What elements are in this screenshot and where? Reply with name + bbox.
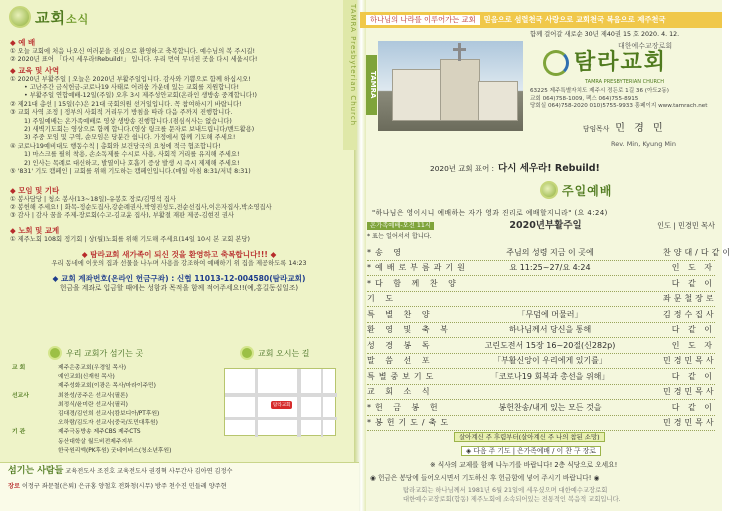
church-contact (530, 88, 707, 111)
order-content: 「부활신앙이 우리에게 있기를」 (493, 356, 607, 366)
worship-order-row (367, 307, 715, 323)
elders-label: 장로 (8, 483, 20, 490)
motto-text: 다시 세우라! Rebuild! (498, 163, 600, 174)
tamra-tab: TAMRA (366, 55, 377, 115)
worship-logo-icon (540, 181, 558, 199)
order-content: 요 11:25~27/요 4:24 (509, 263, 591, 273)
order-item: *예배로부름과기원 (367, 263, 469, 273)
pastor-info (583, 125, 666, 133)
support-category (10, 373, 36, 382)
order-content: 「무덤에 머물러」 (517, 309, 583, 319)
bank-account-note: 헌금을 계좌로 입금할 때에는 성함과 목적을 함께 적어주세요!!(예,홍길동십일조) (59, 284, 299, 292)
order-leader: 인 도 자 (671, 263, 715, 273)
staff-names: 교육전도사 조진호 교육전도사 권경혁 사무간사 김아연 김정수 (65, 468, 233, 475)
order-leader: 좌문철장로 (663, 294, 717, 304)
worship-order-row (367, 245, 733, 261)
worship-order-row (367, 323, 715, 339)
cross-bar (453, 48, 466, 51)
support-category: 선교사 (12, 392, 29, 399)
support-title: 우리 교회가 섬기는 곳 (48, 346, 143, 360)
order-leader: 다 같 이 (671, 278, 715, 288)
history-line: 대한예수교장로회(합동) 제주노회에 소속되어있는 전통적인 복음적 교회입니다. (403, 496, 621, 503)
order-leader: 민경민목사 (663, 387, 717, 397)
order-item: 특 별 찬 양 (367, 309, 434, 319)
service-time-tag: 온가족예배-오전 11시 (367, 222, 434, 230)
order-content: 「코로나19 회복과 총선을 위해」 (490, 371, 610, 381)
church-logo-icon (9, 6, 31, 28)
worship-order-row (367, 369, 715, 385)
scripture-verse: "하나님은 영이시니 예배하는 자가 영과 진리로 예배할지니라" (요 4:24) (372, 209, 608, 217)
service-preacher: 인도 | 민경민 목사 (657, 220, 715, 230)
worship-block (10, 38, 257, 64)
support-row (10, 438, 173, 447)
presbytery-heading: ◆ 노회 및 교계 (10, 226, 60, 235)
education-line: 1) 마스크를 필히 착용, 손소독제를 수시로 사용, 사회적 거리를 유지해 주세요! (24, 151, 240, 159)
rise-note: * 표는 일어서서 합니다. (367, 233, 432, 240)
bank-account-number: ◆ 교회 계좌번호(온라인 헌금구좌) : 신협 11013-12-004580(탐라교회) (52, 274, 306, 283)
support-names: 김대경/김인희 선교사(캄보디아/PT후원) (58, 411, 160, 418)
church-english-name: TAMRA PRESBYTERIAN CHURCH (585, 79, 665, 85)
support-category (10, 447, 36, 456)
order-item: *봉헌기도/축도 (367, 418, 453, 428)
map-road (321, 369, 323, 437)
support-row (10, 428, 173, 437)
meetings-block (10, 186, 272, 221)
church-emblem-icon (543, 50, 569, 76)
church-tel2: 당회실 064)758-2020 010)5755-9933 흥페이지 www.tamrach.net (530, 103, 708, 110)
church-news-header (9, 6, 89, 28)
support-category (10, 410, 36, 419)
support-category (10, 419, 36, 428)
education-line: ⑤ '831' 기도 캠페인 | 교회를 위해 기도하는 캠페인입니다.(매일 아침 8:31/저녁 8:31) (10, 167, 251, 175)
support-category (10, 401, 36, 410)
order-item: 환 영 및 축 복 (367, 325, 452, 335)
support-row (10, 364, 173, 373)
education-line: ① 2020년 부활주일 | 오늘은 2020년 부활주일입니다. 감사와 기쁨으로 함께 하십시오! (10, 75, 251, 83)
order-leader: 민경민목사 (663, 418, 717, 428)
worship-line: ① 오늘 교회에 처음 나오신 여러분을 진심으로 환영하고 축복합니다. 예수님의 복 주시길! (10, 47, 256, 55)
education-line: ② 제21대 총선 | 15일(수)은 21대 국회의원 선거일입니다. 꼭 참여하시기 바랍니다! (10, 100, 242, 108)
map-pin-label: 탐라교회 (273, 403, 291, 408)
support-row (10, 419, 173, 428)
order-leader: 찬양대/다같이 (663, 247, 733, 257)
after-note: 살아계신 주 후렴부터(살아계신 주 나의 참된 소망) (454, 432, 605, 442)
church-building (392, 69, 446, 121)
order-content: 봉헌찬송/내게 있는 모든 것을 (498, 402, 602, 412)
order-item: 교 회 소 식 (367, 387, 434, 397)
church-name: 탐라교회 (574, 50, 668, 75)
worship-order-row (367, 385, 715, 401)
support-row (10, 447, 173, 456)
worship-line: ② 2020년 표어 「다시 세우라!Rebuild!」 입니다. 우리 먼여 무너진 곳을 다시 세웁시다! (10, 55, 258, 63)
bulletin-topbar (360, 12, 722, 28)
new-family-verse: 우리 동네에 이웃의 집과 선물을 나누며 사용을 강조하여 예배하기 위 집을 제공하도록 14:23 (51, 260, 307, 267)
support-category: 기 관 (12, 429, 26, 436)
support-names: 동산대학살 월드비전제주지부 (58, 438, 133, 445)
support-category: 교 회 (12, 365, 26, 371)
order-leader: 인 도 자 (671, 340, 715, 350)
service-info-row (367, 220, 715, 232)
sunday-worship-header (540, 181, 612, 199)
order-content: 하나님께서 당신을 통해 (508, 325, 592, 335)
pastor-label: 담임목사 (583, 125, 610, 133)
new-family-block (10, 250, 348, 268)
meetings-line: ① 봉사담당 | 청소 봉사(13~18일)-유봉호 장로/김명석 집사 (10, 195, 176, 203)
support-row (10, 392, 173, 401)
support-names: 한국원리엑(PK후원) 굿네이버스(청소년후원) (58, 447, 172, 454)
order-leader: 다 같 이 (671, 371, 715, 381)
worship-order-row (367, 400, 715, 416)
support-category (10, 382, 36, 391)
education-line: 3) 주중 모임 및 구역, 순모임은 당분간 쉽니다. 가정에서 함께 기도해 주세요! (24, 134, 236, 142)
support-table (10, 364, 173, 456)
section-title: 교회소식 (35, 8, 90, 27)
map-section-icon (240, 346, 254, 360)
church-location-map (224, 368, 336, 436)
church-tel: 교회 064)758-1009, 팩스 064)755-8915 (530, 95, 639, 102)
church-logo (543, 50, 667, 76)
education-line: 2) 인사는 목례로 대신하고, 발열이나 호흡기 증상 발생 시 즉시 제제해 주세요! (24, 159, 240, 167)
topbar-slogan: 하나님의 나라를 이루어가는 교회 (366, 15, 480, 25)
support-names: 제주은총교회(우경일 목사) (58, 365, 126, 371)
worship-order-row (367, 276, 715, 292)
order-leader: 김정수집사 (663, 309, 717, 319)
map-title: 교회 오시는 길 (240, 346, 309, 360)
church-denomination: 대한예수교장로회 (618, 42, 673, 50)
order-item: 특별중보기도 (367, 371, 438, 381)
education-line: ③ 교회 사역 조정 | 정부의 사회적 거리두기 방침을 따라 다음 주까지 진행합니다. (10, 109, 233, 117)
church-photo (378, 41, 523, 131)
map-road (255, 369, 258, 437)
education-heading: ◆ 교육 및 사역 (10, 66, 60, 75)
meal-notice: ※ 식사의 교제를 함께 나누기를 바랍니다! 2층 식당으로 오세요! (430, 461, 618, 469)
church-address: 63225 제주특별자치도 제주시 정든로 1길 36 (아도2동) (530, 88, 669, 94)
bank-account-block (10, 274, 348, 292)
order-item: 기 도 (367, 294, 397, 304)
sunday-worship-title: 주일예배 (562, 183, 613, 198)
meetings-line: ③ 감사 | 감사 꿈을 주제-장로회(수고-김교윤 집사), 부활절 재판 제공-김현진 권사 (10, 212, 234, 220)
education-line: 1) 주일예배는 온가족예배로 영상 생방송 진행합니다.(점심식사는 없습니다) (24, 117, 232, 125)
support-row (10, 410, 173, 419)
church-tower (440, 59, 480, 121)
education-block (10, 66, 257, 176)
church-annex (478, 81, 518, 121)
offering-notice: ◉ 헌금은 봉당에 들어오시면서 기도하신 후 헌금함에 넣어 주시기 바랍니다! ◉ (370, 474, 600, 482)
map-road (297, 369, 301, 437)
support-row (10, 382, 173, 391)
volume-info: 함께 걸어갈 새로순 30년 제40권 15 호 2020. 4. 12. (530, 31, 680, 38)
education-line: • 고난주간 금식헌금-코로나19 사태로 어려움 가운데 있는 교회를 지원합니다! (24, 83, 240, 91)
order-item: 말 씀 선 포 (367, 356, 434, 366)
support-row (10, 373, 173, 382)
support-names: 최찬성/공주은 선교사(필론) (58, 392, 128, 399)
meetings-line: ② 봉헌해 주세요! | 화목-정순도집사,강순례권사,박영진성도,전순선집사,이은자집사,박소영집사 (10, 203, 272, 211)
support-row (10, 401, 173, 410)
education-line: ④ 코로나19예비대도 행동수칙 | 총회와 보건당국의 요청에 적극 협조합니다! (10, 142, 221, 150)
worship-heading: ◆ 예 배 (10, 38, 36, 47)
cross-icon (458, 43, 461, 61)
support-names: 제주극동방송 제주CBS 제주CTS (58, 429, 141, 436)
presbytery-line: ① 제주노회 108회 정기회 | 상(월)노회를 위해 기도해 주세요(14일 10시 본 교회 본당) (10, 235, 250, 243)
support-names: 최정식/윤미란 선교사(필리) (58, 401, 128, 408)
order-item: *헌 금 봉 헌 (367, 402, 442, 412)
order-item: 성 경 봉 독 (367, 340, 434, 350)
topbar-mission: 믿음으로 섬렬천국 사랑으로 교회천국 복음으로 제주천국 (483, 15, 666, 24)
staff-list (8, 466, 233, 492)
support-category (10, 438, 36, 447)
church-history (403, 486, 621, 504)
next-week-prayer: ◈ 다음 주 기도 | 은가족예배 / 이 찬 구 장로 (461, 446, 601, 456)
order-item: *송 영 (367, 247, 405, 257)
elders-names: 이정구 좌문철(은퇴) 은규홍 양철호 전화청(시무) 방주 천수진 민들레 양주현 (21, 483, 227, 490)
support-icon (48, 346, 62, 360)
pastor-english: Rev. Min, Kyung Min (611, 140, 676, 148)
pastor-name: 민 경 민 (615, 123, 666, 134)
education-line: • 부활주일 연합예배-12일(주일) 오후 3시 제주성안교회(온라인 생방송 중계합니다!) (24, 92, 257, 100)
order-leader: 다 같 이 (671, 325, 715, 335)
worship-order-row (367, 416, 715, 432)
new-family-welcome: ◆ 탐라교회 새가족이 되신 것을 환영하고 축복합니다!!! ◆ (81, 250, 277, 259)
support-names: 제주성화교회(이광은 목사/마라이주민) (58, 383, 156, 390)
worship-order-row (367, 292, 715, 308)
tamra-vertical-label: TAMRA Presbyterian Church (343, 0, 357, 150)
worship-order-row (367, 338, 715, 354)
support-list (10, 364, 173, 456)
church-motto (430, 165, 600, 173)
history-line: 탐라교회는 하나님께서 1981년 6월 21일에 세우셨으며 대한예수교장로회 (403, 487, 608, 494)
motto-label: 2020년 교회 표어 : (430, 164, 495, 173)
support-names: 오하람/김도자 선교사(중국/도민대후원) (58, 420, 158, 427)
order-item: *다 함 께 찬 양 (367, 278, 460, 288)
order-leader: 민경민목사 (663, 356, 717, 366)
order-content: 고린도전서 15장 16~20절(신282p) (484, 340, 616, 350)
worship-order (367, 245, 733, 431)
order-content: 주님의 성령 지금 이 곳에 (506, 247, 594, 257)
service-title: 2020년부활주일 (509, 219, 582, 231)
presbytery-block (10, 226, 250, 244)
support-names: 예인교회(신재원 목사) (58, 374, 115, 381)
staff-label: 섬기는 사람들 (8, 466, 64, 476)
worship-order-row (367, 261, 715, 277)
education-line: 2) 새벽기도회는 영상으로 함께 합니다.(영상 링크를 문자로 보내드립니다/밴드활용) (24, 125, 255, 133)
meetings-heading: ◆ 모임 및 기타 (10, 186, 60, 195)
order-leader: 다 같 이 (671, 402, 715, 412)
worship-order-row (367, 354, 715, 370)
